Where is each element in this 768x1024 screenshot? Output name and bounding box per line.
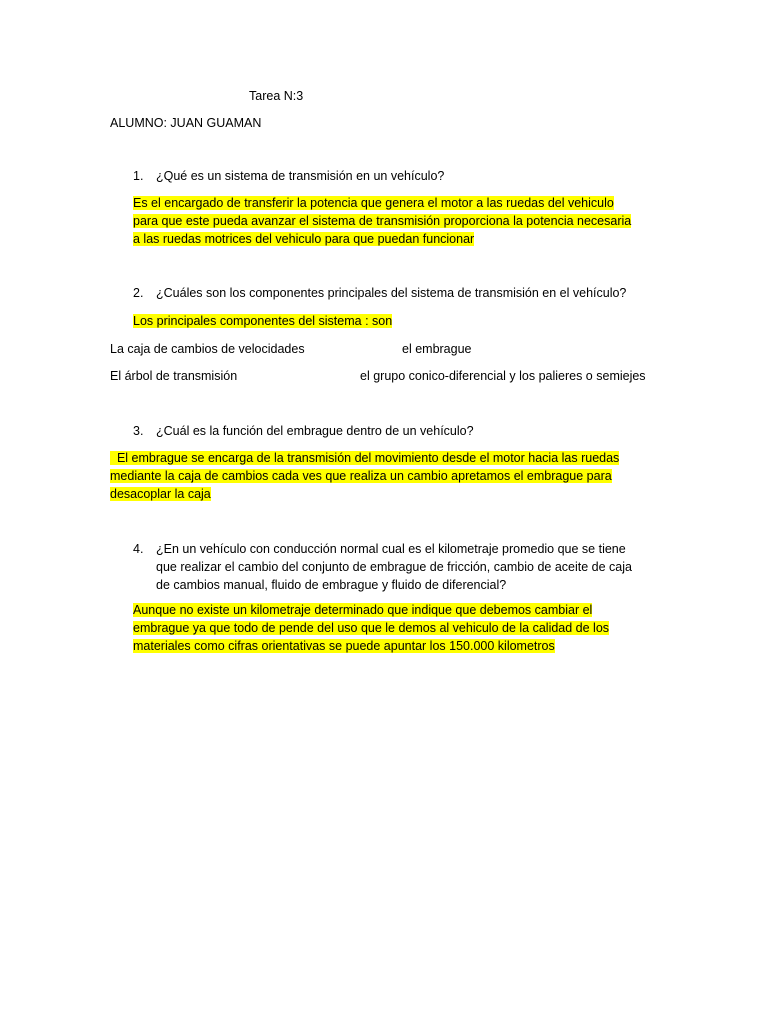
answer-text: [110, 467, 612, 485]
question-text: ¿Cuál es la función del embrague dentro de un vehículo?: [156, 424, 474, 438]
answer-text: [133, 312, 392, 330]
document-title: Tarea N:3: [249, 89, 304, 103]
answer-intro: Los principales componentes del sistema : son: [133, 314, 393, 328]
answer-line: Aunque no existe un kilometraje determinado que indique que debemos cambiar el: [133, 603, 593, 617]
answer-text: [133, 619, 609, 637]
question-number: 4.: [133, 542, 144, 556]
student-name: ALUMNO: JUAN GUAMAN: [110, 116, 262, 130]
answer-text: [110, 485, 211, 503]
answer-line: para que este pueda avanzar el sistema de transmisión proporciona la potencia necesaria: [133, 214, 632, 228]
answer-line: mediante la caja de cambios cada ves que realiza un cambio apretamos el embrague para: [110, 469, 612, 483]
answer-line: materiales como cifras orientativas se puede apuntar los 150.000 kilometros: [133, 639, 555, 653]
answer-line: desacoplar la caja: [110, 487, 211, 501]
question-text: ¿Cuáles son los componentes principales del sistema de transmisión en el vehículo?: [156, 286, 627, 300]
answer-text: [133, 637, 555, 655]
question-text: de cambios manual, fluido de embrague y fluido de diferencial?: [156, 578, 507, 592]
component-left: La caja de cambios de velocidades: [110, 342, 305, 356]
question-number: 2.: [133, 286, 144, 300]
answer-text: [133, 601, 592, 619]
component-right: el embrague: [402, 342, 472, 356]
answer-text: [133, 230, 474, 248]
answer-line: embrague ya que todo de pende del uso que le demos al vehiculo de la calidad de los: [133, 621, 610, 635]
answer-text: [133, 212, 631, 230]
question-number: 3.: [133, 424, 144, 438]
question-number: 1.: [133, 169, 144, 183]
component-right: el grupo conico-diferencial y los palieres o semiejes: [360, 369, 646, 383]
question-text: que realizar el cambio del conjunto de embrague de fricción, cambio de aceite de caja: [156, 560, 632, 574]
answer-line: a las ruedas motrices del vehiculo para que puedan funcionar: [133, 232, 475, 246]
component-left: El árbol de transmisión: [110, 369, 238, 383]
question-text: ¿En un vehículo con conducción normal cual es el kilometraje promedio que se tiene: [156, 542, 626, 556]
answer-text: [133, 194, 614, 212]
answer-text: [110, 449, 619, 467]
answer-line: Es el encargado de transferir la potencia que genera el motor a las ruedas del vehiculo: [133, 196, 614, 210]
question-text: ¿Qué es un sistema de transmisión en un vehículo?: [156, 169, 445, 183]
answer-line: El embrague se encarga de la transmisión del movimiento desde el motor hacia las ruedas: [110, 451, 620, 465]
